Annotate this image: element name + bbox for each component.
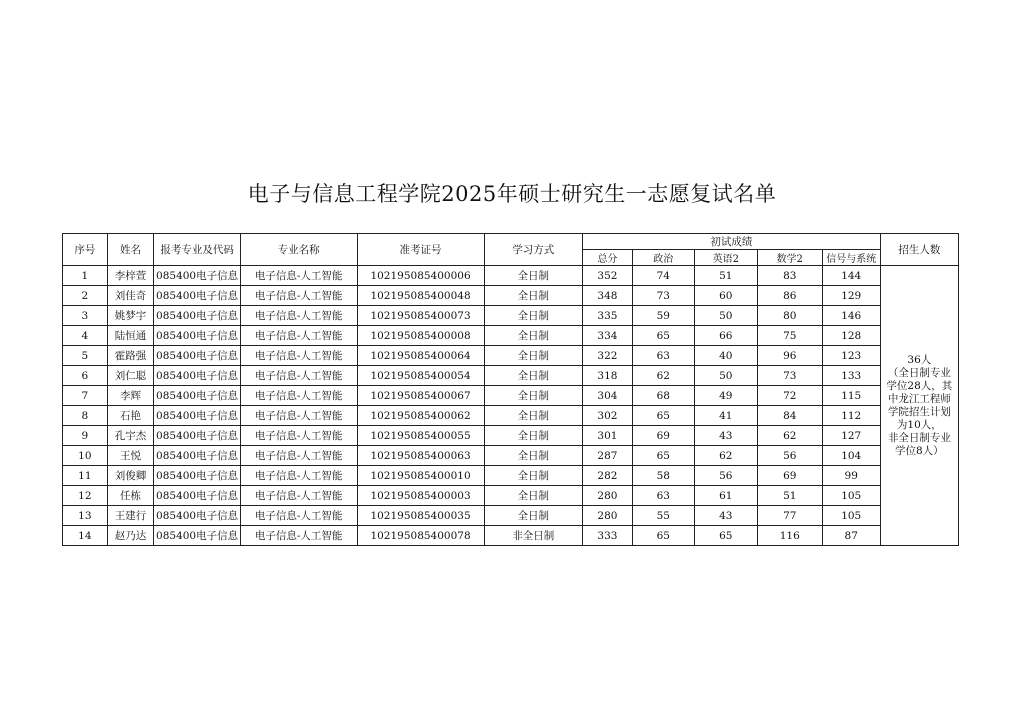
cell-math: 62	[757, 426, 822, 446]
cell-total: 348	[583, 286, 633, 306]
cell-code: 085400电子信息	[154, 326, 240, 346]
cell-major: 电子信息-人工智能	[240, 506, 357, 526]
cell-total: 282	[583, 466, 633, 486]
cell-mode: 非全日制	[484, 526, 583, 546]
cell-name: 赵乃达	[107, 526, 154, 546]
cell-english: 49	[694, 386, 757, 406]
cell-seq: 3	[63, 306, 108, 326]
cell-major: 电子信息-人工智能	[240, 346, 357, 366]
cell-major: 电子信息-人工智能	[240, 326, 357, 346]
cell-mode: 全日制	[484, 386, 583, 406]
cell-math: 69	[757, 466, 822, 486]
cell-mode: 全日制	[484, 286, 583, 306]
cell-total: 334	[583, 326, 633, 346]
table-row	[63, 526, 959, 546]
table-row	[63, 266, 959, 286]
cell-code: 085400电子信息	[154, 406, 240, 426]
cell-major: 电子信息-人工智能	[240, 486, 357, 506]
cell-seq: 8	[63, 406, 108, 426]
cell-seq: 13	[63, 506, 108, 526]
table-row	[63, 306, 959, 326]
cell-major: 电子信息-人工智能	[240, 366, 357, 386]
cell-english: 43	[694, 426, 757, 446]
cell-total: 280	[583, 506, 633, 526]
header-major: 专业名称	[240, 234, 357, 266]
cell-exam-id: 102195085400062	[357, 406, 484, 426]
cell-name: 刘俊卿	[107, 466, 154, 486]
header-scores-group: 初试成绩	[583, 234, 881, 250]
table-row	[63, 326, 959, 346]
cell-politics: 69	[632, 426, 694, 446]
cell-politics: 68	[632, 386, 694, 406]
cell-total: 322	[583, 346, 633, 366]
cell-mode: 全日制	[484, 346, 583, 366]
cell-signals: 129	[822, 286, 880, 306]
cell-math: 83	[757, 266, 822, 286]
cell-mode: 全日制	[484, 306, 583, 326]
cell-name: 刘仁聪	[107, 366, 154, 386]
cell-exam-id: 102195085400078	[357, 526, 484, 546]
cell-politics: 74	[632, 266, 694, 286]
cell-math: 96	[757, 346, 822, 366]
cell-signals: 128	[822, 326, 880, 346]
cell-signals: 105	[822, 486, 880, 506]
cell-code: 085400电子信息	[154, 526, 240, 546]
table-row	[63, 486, 959, 506]
cell-mode: 全日制	[484, 406, 583, 426]
cell-total: 301	[583, 426, 633, 446]
cell-mode: 全日制	[484, 366, 583, 386]
cell-exam-id: 102195085400010	[357, 466, 484, 486]
cell-code: 085400电子信息	[154, 386, 240, 406]
cell-name: 任栋	[107, 486, 154, 506]
header-quota: 招生人数	[880, 234, 958, 266]
cell-code: 085400电子信息	[154, 266, 240, 286]
cell-name: 石艳	[107, 406, 154, 426]
cell-major: 电子信息-人工智能	[240, 426, 357, 446]
cell-math: 75	[757, 326, 822, 346]
cell-signals: 104	[822, 446, 880, 466]
cell-code: 085400电子信息	[154, 466, 240, 486]
cell-major: 电子信息-人工智能	[240, 526, 357, 546]
cell-english: 41	[694, 406, 757, 426]
cell-seq: 7	[63, 386, 108, 406]
quota-line: 非全日制专业	[887, 431, 951, 444]
cell-major: 电子信息-人工智能	[240, 286, 357, 306]
cell-exam-id: 102195085400064	[357, 346, 484, 366]
cell-total: 287	[583, 446, 633, 466]
cell-math: 116	[757, 526, 822, 546]
cell-total: 333	[583, 526, 633, 546]
cell-seq: 6	[63, 366, 108, 386]
cell-english: 56	[694, 466, 757, 486]
cell-exam-id: 102195085400048	[357, 286, 484, 306]
cell-seq: 4	[63, 326, 108, 346]
cell-mode: 全日制	[484, 426, 583, 446]
header-math: 数学2	[757, 250, 822, 266]
cell-total: 280	[583, 486, 633, 506]
cell-math: 73	[757, 366, 822, 386]
cell-politics: 59	[632, 306, 694, 326]
cell-math: 80	[757, 306, 822, 326]
cell-major: 电子信息-人工智能	[240, 406, 357, 426]
cell-code: 085400电子信息	[154, 506, 240, 526]
table-row	[63, 366, 959, 386]
cell-english: 51	[694, 266, 757, 286]
cell-code: 085400电子信息	[154, 346, 240, 366]
table-row	[63, 286, 959, 306]
cell-mode: 全日制	[484, 446, 583, 466]
cell-name: 孔宇杰	[107, 426, 154, 446]
cell-name: 陆恒通	[107, 326, 154, 346]
cell-politics: 55	[632, 506, 694, 526]
retest-roster-table	[62, 233, 959, 546]
cell-code: 085400电子信息	[154, 306, 240, 326]
cell-total: 302	[583, 406, 633, 426]
cell-signals: 99	[822, 466, 880, 486]
cell-total: 318	[583, 366, 633, 386]
cell-signals: 127	[822, 426, 880, 446]
cell-mode: 全日制	[484, 266, 583, 286]
cell-exam-id: 102195085400054	[357, 366, 484, 386]
header-english: 英语2	[694, 250, 757, 266]
cell-exam-id: 102195085400067	[357, 386, 484, 406]
cell-english: 50	[694, 366, 757, 386]
cell-math: 56	[757, 446, 822, 466]
cell-math: 86	[757, 286, 822, 306]
header-code: 报考专业及代码	[154, 234, 240, 266]
cell-math: 51	[757, 486, 822, 506]
table-row	[63, 406, 959, 426]
cell-seq: 5	[63, 346, 108, 366]
table-row	[63, 446, 959, 466]
cell-mode: 全日制	[484, 326, 583, 346]
header-total: 总分	[583, 250, 633, 266]
cell-major: 电子信息-人工智能	[240, 306, 357, 326]
header-mode: 学习方式	[484, 234, 583, 266]
cell-code: 085400电子信息	[154, 286, 240, 306]
cell-total: 304	[583, 386, 633, 406]
header-name: 姓名	[107, 234, 154, 266]
cell-seq: 11	[63, 466, 108, 486]
cell-name: 姚梦宇	[107, 306, 154, 326]
cell-seq: 12	[63, 486, 108, 506]
header-politics: 政治	[632, 250, 694, 266]
cell-signals: 115	[822, 386, 880, 406]
cell-politics: 73	[632, 286, 694, 306]
cell-name: 李梓萱	[107, 266, 154, 286]
cell-math: 84	[757, 406, 822, 426]
quota-line: （全日制专业	[887, 366, 951, 379]
cell-signals: 144	[822, 266, 880, 286]
cell-signals: 146	[822, 306, 880, 326]
cell-english: 43	[694, 506, 757, 526]
cell-seq: 9	[63, 426, 108, 446]
cell-name: 李辉	[107, 386, 154, 406]
cell-exam-id: 102195085400006	[357, 266, 484, 286]
quota-line: 学位8人）	[894, 444, 944, 457]
cell-signals: 123	[822, 346, 880, 366]
cell-english: 50	[694, 306, 757, 326]
quota-count: 36人	[907, 353, 932, 366]
cell-signals: 105	[822, 506, 880, 526]
header-signals: 信号与系统	[822, 250, 880, 266]
cell-politics: 65	[632, 326, 694, 346]
cell-politics: 65	[632, 526, 694, 546]
cell-seq: 14	[63, 526, 108, 546]
quota-note	[880, 266, 958, 546]
page-title: 电子与信息工程学院2025年硕士研究生一志愿复试名单	[247, 182, 777, 206]
cell-english: 60	[694, 286, 757, 306]
table-row	[63, 426, 959, 446]
cell-politics: 62	[632, 366, 694, 386]
cell-code: 085400电子信息	[154, 486, 240, 506]
cell-math: 77	[757, 506, 822, 526]
cell-code: 085400电子信息	[154, 426, 240, 446]
cell-exam-id: 102195085400003	[357, 486, 484, 506]
cell-english: 61	[694, 486, 757, 506]
cell-exam-id: 102195085400063	[357, 446, 484, 466]
cell-total: 335	[583, 306, 633, 326]
cell-mode: 全日制	[484, 466, 583, 486]
cell-politics: 65	[632, 446, 694, 466]
quota-line: 学院招生计划	[887, 405, 951, 418]
quota-line: 为10人，	[896, 418, 942, 431]
cell-name: 王建行	[107, 506, 154, 526]
cell-signals: 133	[822, 366, 880, 386]
quota-line: 中龙江工程师	[887, 392, 951, 405]
cell-total: 352	[583, 266, 633, 286]
table-row	[63, 506, 959, 526]
cell-politics: 63	[632, 486, 694, 506]
cell-exam-id: 102195085400035	[357, 506, 484, 526]
header-exam-id: 准考证号	[357, 234, 484, 266]
cell-seq: 1	[63, 266, 108, 286]
cell-politics: 65	[632, 406, 694, 426]
cell-signals: 87	[822, 526, 880, 546]
cell-name: 霍路强	[107, 346, 154, 366]
quota-line: 学位28人，其	[886, 379, 953, 392]
cell-major: 电子信息-人工智能	[240, 446, 357, 466]
cell-english: 62	[694, 446, 757, 466]
cell-major: 电子信息-人工智能	[240, 386, 357, 406]
cell-code: 085400电子信息	[154, 446, 240, 466]
cell-exam-id: 102195085400008	[357, 326, 484, 346]
table-row	[63, 466, 959, 486]
cell-seq: 10	[63, 446, 108, 466]
cell-name: 刘佳奇	[107, 286, 154, 306]
cell-code: 085400电子信息	[154, 366, 240, 386]
cell-seq: 2	[63, 286, 108, 306]
cell-mode: 全日制	[484, 486, 583, 506]
cell-mode: 全日制	[484, 506, 583, 526]
cell-politics: 58	[632, 466, 694, 486]
header-seq: 序号	[63, 234, 108, 266]
cell-english: 66	[694, 326, 757, 346]
cell-math: 72	[757, 386, 822, 406]
cell-politics: 63	[632, 346, 694, 366]
cell-name: 王悦	[107, 446, 154, 466]
cell-english: 65	[694, 526, 757, 546]
cell-major: 电子信息-人工智能	[240, 466, 357, 486]
cell-english: 40	[694, 346, 757, 366]
cell-signals: 112	[822, 406, 880, 426]
table-row	[63, 386, 959, 406]
cell-exam-id: 102195085400073	[357, 306, 484, 326]
cell-major: 电子信息-人工智能	[240, 266, 357, 286]
table-row	[63, 346, 959, 366]
cell-exam-id: 102195085400055	[357, 426, 484, 446]
